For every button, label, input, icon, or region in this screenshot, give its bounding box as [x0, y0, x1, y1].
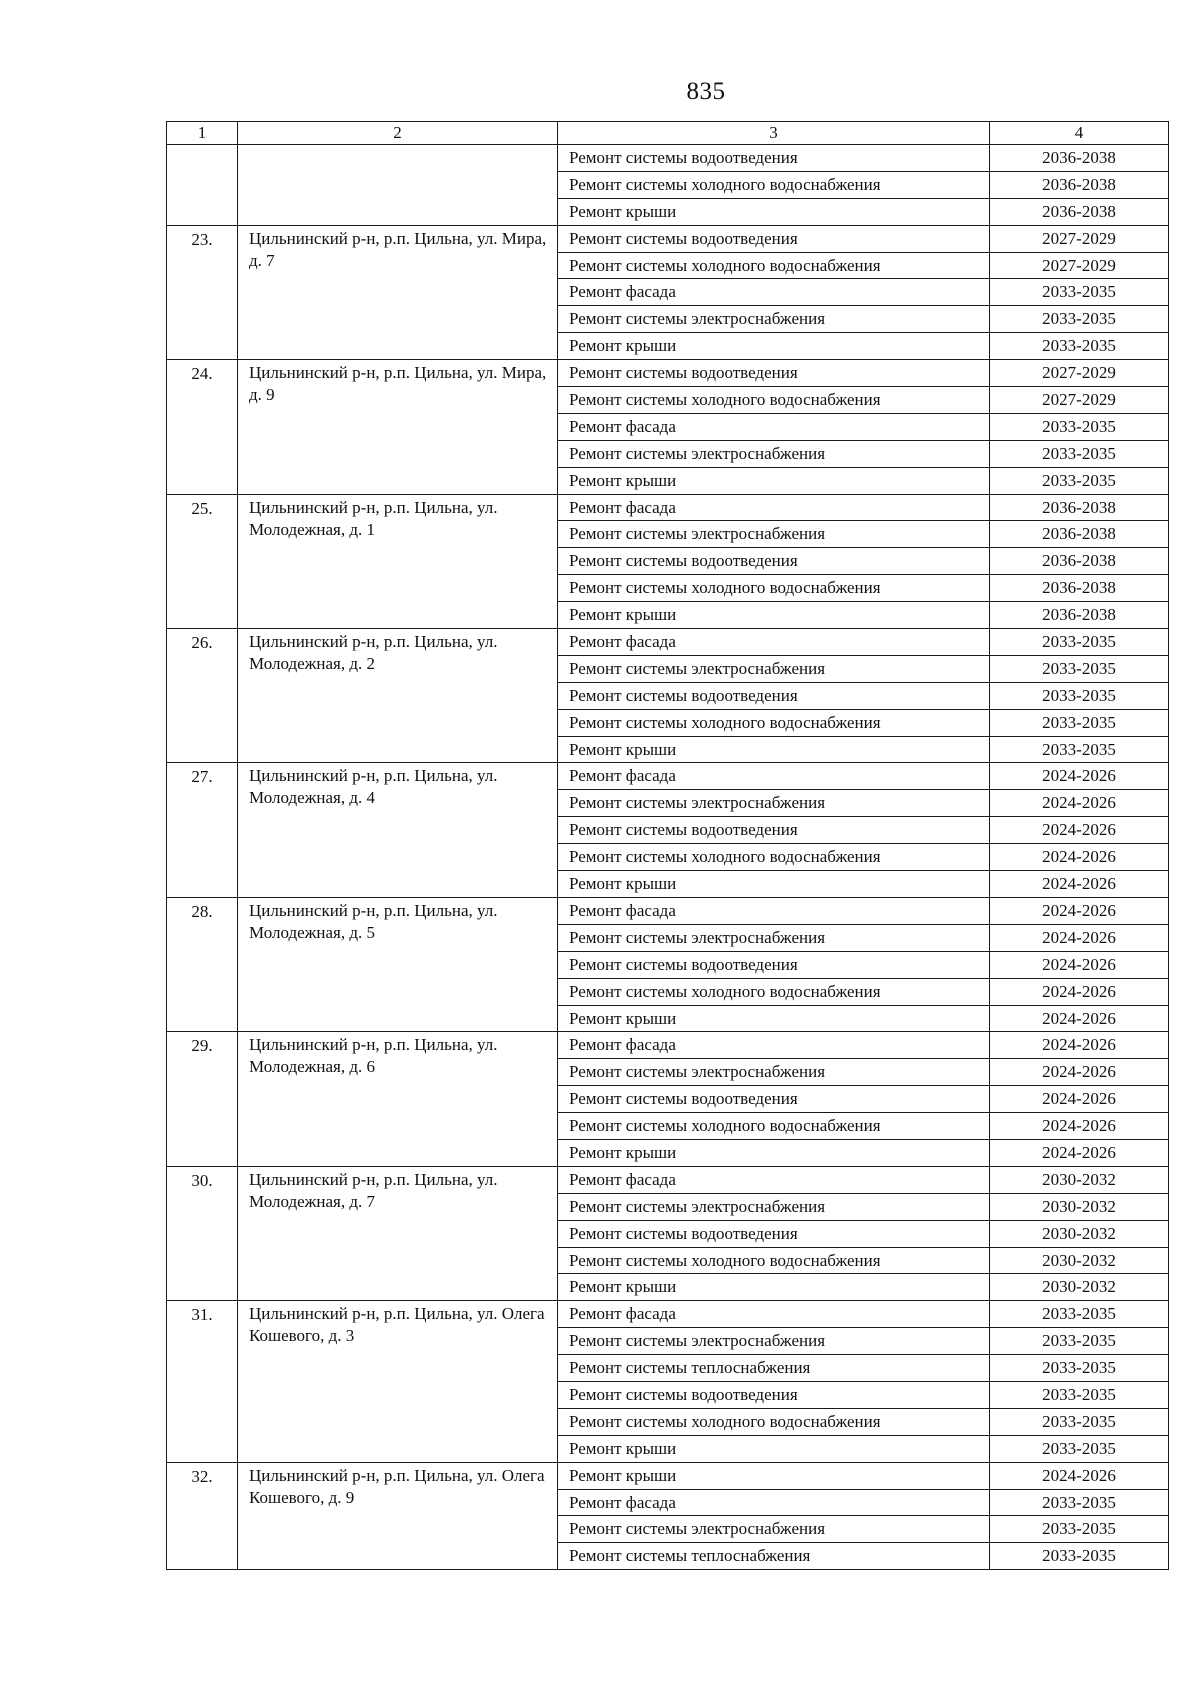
period-cell: 2033-2035: [990, 1355, 1169, 1382]
period-cell: 2033-2035: [990, 1408, 1169, 1435]
row-number: 30.: [191, 1170, 213, 1190]
work-type-cell: Ремонт крыши: [558, 198, 990, 225]
work-type-cell: Ремонт крыши: [558, 1274, 990, 1301]
address-cell: [238, 225, 558, 359]
address-text: Цильнинский р-н, р.п. Цильна, ул. Молодежная, д. 6: [249, 1035, 498, 1077]
header-col-1: 1: [167, 122, 238, 145]
work-type-cell: Ремонт фасада: [558, 1032, 990, 1059]
work-type-cell: Ремонт фасада: [558, 897, 990, 924]
row-number-cell: [167, 225, 238, 359]
row-number-cell: [167, 763, 238, 897]
period-cell: 2024-2026: [990, 763, 1169, 790]
work-type-cell: Ремонт крыши: [558, 871, 990, 898]
work-type-cell: Ремонт системы холодного водоснабжения: [558, 575, 990, 602]
work-type-cell: Ремонт системы водоотведения: [558, 1220, 990, 1247]
row-number-cell: [167, 897, 238, 1031]
period-cell: 2033-2035: [990, 306, 1169, 333]
work-type-cell: Ремонт системы холодного водоснабжения: [558, 844, 990, 871]
work-type-cell: Ремонт системы холодного водоснабжения: [558, 1247, 990, 1274]
address-cell: [238, 1032, 558, 1166]
period-cell: 2033-2035: [990, 333, 1169, 360]
period-cell: 2036-2038: [990, 521, 1169, 548]
period-cell: 2033-2035: [990, 467, 1169, 494]
period-cell: 2024-2026: [990, 817, 1169, 844]
period-cell: 2027-2029: [990, 252, 1169, 279]
period-cell: 2033-2035: [990, 413, 1169, 440]
row-number-cell: [167, 629, 238, 763]
row-number: [167, 145, 237, 146]
address-cell: [238, 1462, 558, 1570]
period-cell: 2033-2035: [990, 1381, 1169, 1408]
address-cell: [238, 763, 558, 897]
period-cell: 2027-2029: [990, 360, 1169, 387]
work-type-cell: Ремонт системы теплоснабжения: [558, 1543, 990, 1570]
row-number: 25.: [191, 498, 213, 518]
table-header-row: [167, 122, 1169, 145]
period-cell: 2030-2032: [990, 1274, 1169, 1301]
address-text: [249, 145, 557, 147]
address-text: Цильнинский р-н, р.п. Цильна, ул. Молодежная, д. 2: [249, 632, 498, 674]
works-table: [166, 121, 1169, 1570]
row-number-cell: [167, 1032, 238, 1166]
work-type-cell: Ремонт системы электроснабжения: [558, 924, 990, 951]
address-text: Цильнинский р-н, р.п. Цильна, ул. Олега Кошевого, д. 3: [249, 1304, 545, 1346]
table-row: [167, 897, 1169, 924]
work-type-cell: Ремонт системы водоотведения: [558, 1086, 990, 1113]
work-type-cell: Ремонт фасада: [558, 763, 990, 790]
period-cell: 2036-2038: [990, 575, 1169, 602]
work-type-cell: Ремонт фасада: [558, 413, 990, 440]
row-number-cell: [167, 1301, 238, 1462]
period-cell: 2036-2038: [990, 548, 1169, 575]
address-cell: [238, 1166, 558, 1300]
work-type-cell: Ремонт системы водоотведения: [558, 225, 990, 252]
period-cell: 2033-2035: [990, 709, 1169, 736]
period-cell: 2024-2026: [990, 951, 1169, 978]
period-cell: 2024-2026: [990, 871, 1169, 898]
period-cell: 2036-2038: [990, 145, 1169, 172]
work-type-cell: Ремонт фасада: [558, 629, 990, 656]
address-text: Цильнинский р-н, р.п. Цильна, ул. Мира, д. 9: [249, 363, 547, 405]
work-type-cell: Ремонт системы водоотведения: [558, 817, 990, 844]
period-cell: 2033-2035: [990, 1489, 1169, 1516]
work-type-cell: Ремонт крыши: [558, 736, 990, 763]
work-type-cell: Ремонт системы электроснабжения: [558, 1328, 990, 1355]
period-cell: 2024-2026: [990, 1113, 1169, 1140]
period-cell: 2033-2035: [990, 736, 1169, 763]
address-text: Цильнинский р-н, р.п. Цильна, ул. Молодежная, д. 1: [249, 497, 498, 539]
period-cell: 2033-2035: [990, 1435, 1169, 1462]
table-row: [167, 494, 1169, 521]
address-cell: [238, 494, 558, 628]
work-type-cell: Ремонт крыши: [558, 1139, 990, 1166]
table-row: [167, 145, 1169, 172]
row-number: 31.: [191, 1305, 213, 1325]
period-cell: 2024-2026: [990, 1059, 1169, 1086]
address-cell: [238, 360, 558, 494]
work-type-cell: Ремонт системы холодного водоснабжения: [558, 387, 990, 414]
work-type-cell: Ремонт системы водоотведения: [558, 1381, 990, 1408]
address-cell: [238, 145, 558, 226]
row-number-cell: [167, 1166, 238, 1300]
period-cell: 2024-2026: [990, 844, 1169, 871]
row-number-cell: [167, 494, 238, 628]
work-type-cell: Ремонт системы холодного водоснабжения: [558, 171, 990, 198]
work-type-cell: Ремонт крыши: [558, 1435, 990, 1462]
row-number: 27.: [191, 767, 213, 787]
work-type-cell: Ремонт системы холодного водоснабжения: [558, 1113, 990, 1140]
table-row: [167, 225, 1169, 252]
work-type-cell: Ремонт системы электроснабжения: [558, 655, 990, 682]
work-type-cell: Ремонт крыши: [558, 333, 990, 360]
period-cell: 2036-2038: [990, 494, 1169, 521]
address-cell: [238, 1301, 558, 1462]
table-row: [167, 1032, 1169, 1059]
period-cell: 2033-2035: [990, 655, 1169, 682]
period-cell: 2024-2026: [990, 790, 1169, 817]
period-cell: 2036-2038: [990, 602, 1169, 629]
address-text: Цильнинский р-н, р.п. Цильна, ул. Мира, д. 7: [249, 228, 547, 270]
row-number: 32.: [191, 1466, 213, 1486]
table-row: [167, 1166, 1169, 1193]
work-type-cell: Ремонт системы холодного водоснабжения: [558, 252, 990, 279]
address-text: Цильнинский р-н, р.п. Цильна, ул. Молодежная, д. 7: [249, 1169, 498, 1211]
period-cell: 2036-2038: [990, 198, 1169, 225]
works-table-body: [167, 122, 1169, 1570]
row-number: 23.: [191, 229, 213, 249]
period-cell: 2033-2035: [990, 682, 1169, 709]
table-row: [167, 629, 1169, 656]
work-type-cell: Ремонт системы электроснабжения: [558, 306, 990, 333]
work-type-cell: Ремонт фасада: [558, 1489, 990, 1516]
address-cell: [238, 897, 558, 1031]
address-text: Цильнинский р-н, р.п. Цильна, ул. Олега Кошевого, д. 9: [249, 1465, 545, 1507]
period-cell: 2024-2026: [990, 1462, 1169, 1489]
work-type-cell: Ремонт системы водоотведения: [558, 682, 990, 709]
header-col-4: 4: [990, 122, 1169, 145]
period-cell: 2024-2026: [990, 1139, 1169, 1166]
period-cell: 2024-2026: [990, 1032, 1169, 1059]
work-type-cell: Ремонт системы электроснабжения: [558, 521, 990, 548]
header-col-3: 3: [558, 122, 990, 145]
period-cell: 2024-2026: [990, 1086, 1169, 1113]
work-type-cell: Ремонт фасада: [558, 494, 990, 521]
work-type-cell: Ремонт системы холодного водоснабжения: [558, 709, 990, 736]
page-number: 835: [686, 78, 726, 105]
work-type-cell: Ремонт системы электроснабжения: [558, 1516, 990, 1543]
work-type-cell: Ремонт системы холодного водоснабжения: [558, 978, 990, 1005]
period-cell: 2033-2035: [990, 440, 1169, 467]
period-cell: 2027-2029: [990, 387, 1169, 414]
period-cell: 2033-2035: [990, 1516, 1169, 1543]
period-cell: 2033-2035: [990, 279, 1169, 306]
period-cell: 2024-2026: [990, 897, 1169, 924]
row-number-cell: [167, 145, 238, 226]
work-type-cell: Ремонт фасада: [558, 279, 990, 306]
work-type-cell: Ремонт крыши: [558, 467, 990, 494]
address-text: Цильнинский р-н, р.п. Цильна, ул. Молодежная, д. 4: [249, 766, 498, 808]
work-type-cell: Ремонт крыши: [558, 602, 990, 629]
table-row: [167, 763, 1169, 790]
table-row: [167, 360, 1169, 387]
row-number: 29.: [191, 1036, 213, 1056]
period-cell: 2030-2032: [990, 1166, 1169, 1193]
row-number-cell: [167, 1462, 238, 1570]
work-type-cell: Ремонт системы электроснабжения: [558, 1193, 990, 1220]
work-type-cell: Ремонт системы водоотведения: [558, 360, 990, 387]
work-type-cell: Ремонт системы электроснабжения: [558, 1059, 990, 1086]
work-type-cell: Ремонт системы водоотведения: [558, 145, 990, 172]
table-row: [167, 1462, 1169, 1489]
row-number: 26.: [191, 633, 213, 653]
period-cell: 2030-2032: [990, 1247, 1169, 1274]
work-type-cell: Ремонт системы электроснабжения: [558, 440, 990, 467]
period-cell: 2030-2032: [990, 1220, 1169, 1247]
work-type-cell: Ремонт системы холодного водоснабжения: [558, 1408, 990, 1435]
period-cell: 2024-2026: [990, 1005, 1169, 1032]
work-type-cell: Ремонт крыши: [558, 1005, 990, 1032]
row-number: 28.: [191, 901, 213, 921]
period-cell: 2036-2038: [990, 171, 1169, 198]
row-number-cell: [167, 360, 238, 494]
period-cell: 2033-2035: [990, 1328, 1169, 1355]
work-type-cell: Ремонт системы электроснабжения: [558, 790, 990, 817]
period-cell: 2024-2026: [990, 924, 1169, 951]
period-cell: 2033-2035: [990, 1543, 1169, 1570]
period-cell: 2033-2035: [990, 1301, 1169, 1328]
address-text: Цильнинский р-н, р.п. Цильна, ул. Молодежная, д. 5: [249, 900, 498, 942]
period-cell: 2030-2032: [990, 1193, 1169, 1220]
work-type-cell: Ремонт системы теплоснабжения: [558, 1355, 990, 1382]
table-row: [167, 1301, 1169, 1328]
period-cell: 2033-2035: [990, 629, 1169, 656]
header-col-2: 2: [238, 122, 558, 145]
row-number: 24.: [191, 364, 213, 384]
work-type-cell: Ремонт фасада: [558, 1301, 990, 1328]
work-type-cell: Ремонт системы водоотведения: [558, 548, 990, 575]
work-type-cell: Ремонт крыши: [558, 1462, 990, 1489]
period-cell: 2024-2026: [990, 978, 1169, 1005]
work-type-cell: Ремонт фасада: [558, 1166, 990, 1193]
work-type-cell: Ремонт системы водоотведения: [558, 951, 990, 978]
address-cell: [238, 629, 558, 763]
period-cell: 2027-2029: [990, 225, 1169, 252]
